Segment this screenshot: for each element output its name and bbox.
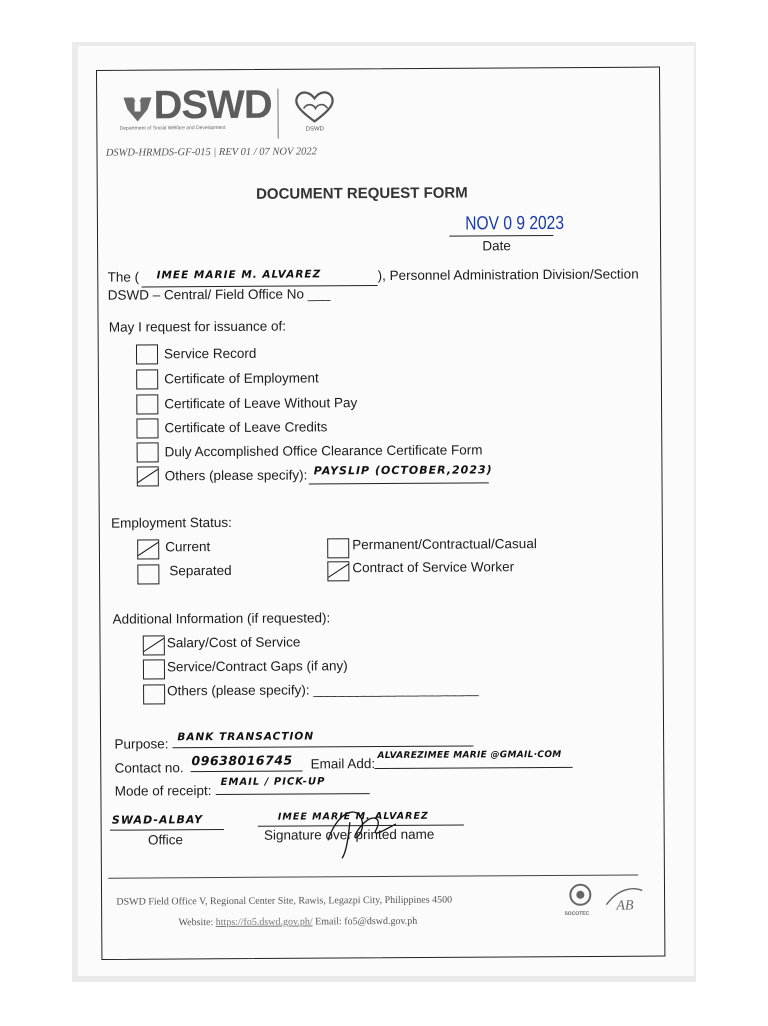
- accreditation-label: AB: [616, 898, 634, 914]
- checkbox-leave-without-pay[interactable]: [136, 394, 158, 414]
- checkbox-separated[interactable]: [137, 564, 159, 584]
- footer-website-link[interactable]: https://fo5.dswd.gov.ph/: [215, 916, 313, 929]
- addressee-suffix: ), Personnel Administration Division/Section: [377, 266, 639, 284]
- footer-email-prefix: Email:: [315, 916, 342, 928]
- checkbox-salary-cost[interactable]: [143, 635, 165, 655]
- date-stamp: NOV 0 9 2023: [465, 212, 565, 235]
- label-separated: Separated: [169, 562, 232, 579]
- mode-label: Mode of receipt:: [114, 783, 212, 799]
- label-service-record: Service Record: [163, 345, 257, 362]
- request-intro: May I request for issuance of:: [108, 318, 287, 335]
- mode-line: [216, 793, 370, 795]
- label-request-others: Others (please specify):: [164, 467, 308, 484]
- date-line: [449, 235, 553, 237]
- checkbox-request-others[interactable]: [137, 466, 159, 486]
- socotec-logo: [562, 883, 598, 929]
- dswd-logo-text: DSWD: [153, 82, 272, 128]
- footer-divider: [108, 874, 638, 878]
- email-line: [375, 767, 573, 769]
- contact-label: Contact no.: [114, 760, 184, 776]
- footer-email: fo5@dswd.gov.ph: [344, 915, 418, 928]
- email-value: ALVAREZIMEE MARIE @GMAIL·COM: [377, 749, 562, 762]
- addressee-prefix: The (: [107, 269, 140, 285]
- mode-value: EMAIL / PICK-UP: [220, 776, 326, 789]
- date-label: Date: [482, 238, 511, 254]
- footer-address: DSWD Field Office V, Regional Center Site, Rawis, Legazpi City, Philippines 4500: [116, 894, 453, 908]
- checkbox-service-gaps[interactable]: [143, 659, 165, 679]
- checkbox-office-clearance[interactable]: [137, 442, 159, 462]
- label-current: Current: [165, 539, 211, 555]
- label-permanent: Permanent/Contractual/Casual: [352, 536, 537, 553]
- purpose-label: Purpose:: [114, 736, 169, 752]
- label-leave-credits: Certificate of Leave Credits: [164, 419, 328, 436]
- signature-label: Signature over printed name: [263, 826, 435, 843]
- label-salary-cost: Salary/Cost of Service: [166, 634, 301, 651]
- certification-seal-icon: [566, 883, 594, 907]
- request-others-line: [309, 482, 489, 484]
- label-certificate-employment: Certificate of Employment: [164, 370, 319, 387]
- office-line: [110, 829, 224, 831]
- addressee-line2: DSWD – Central/ Field Office No ___: [107, 286, 331, 303]
- checkbox-current[interactable]: [137, 539, 159, 559]
- dswd-emblem-icon: [119, 93, 155, 125]
- request-others-value: PAYSLIP (OCTOBER,2023): [313, 463, 493, 478]
- checkbox-additional-others[interactable]: [143, 684, 165, 704]
- checkbox-certificate-employment[interactable]: [136, 369, 158, 389]
- office-value: SWAD-ALBAY: [111, 813, 204, 827]
- dswd-logo-subtitle: Department of Social Welfare and Development: [119, 124, 226, 132]
- employment-heading: Employment Status:: [111, 514, 232, 531]
- contact-value: 09638016745: [191, 752, 293, 769]
- addressee-name: IMEE MARIE M. ALVAREZ: [156, 268, 322, 282]
- form-code: DSWD-HRMDS-GF-015 | REV 01 / 07 NOV 2022: [105, 146, 317, 159]
- label-contract-of-service: Contract of Service Worker: [352, 559, 515, 576]
- socotec-label: SOCOTEC: [564, 910, 590, 917]
- additional-heading: Additional Information (if requested):: [112, 610, 331, 627]
- contact-line: [191, 771, 303, 773]
- checkbox-service-record[interactable]: [136, 344, 158, 364]
- partner-logo: [291, 88, 337, 133]
- label-leave-without-pay: Certificate of Leave Without Pay: [164, 395, 358, 412]
- footer-website-prefix: Website:: [178, 917, 214, 929]
- form-title: DOCUMENT REQUEST FORM: [256, 184, 468, 203]
- heart-hands-icon: [291, 88, 337, 124]
- accreditation-logo: [604, 884, 644, 928]
- label-additional-others: Others (please specify): ______________________: [167, 681, 479, 699]
- email-label: Email Add:: [310, 756, 376, 772]
- checkbox-contract-of-service[interactable]: [327, 561, 349, 581]
- office-label: Office: [147, 832, 184, 848]
- checkbox-permanent[interactable]: [327, 538, 349, 558]
- header-divider: [277, 89, 278, 139]
- partner-logo-label: DSWD: [305, 126, 325, 133]
- label-office-clearance: Duly Accomplished Office Clearance Certificate Form: [164, 442, 483, 460]
- purpose-value: BANK TRANSACTION: [177, 730, 315, 744]
- purpose-line: [172, 745, 473, 748]
- footer-contact: [178, 916, 417, 928]
- signature-name: IMEE MARIE M. ALVAREZ: [277, 810, 429, 823]
- label-service-gaps: Service/Contract Gaps (if any): [166, 658, 348, 675]
- checkbox-leave-credits[interactable]: [136, 418, 158, 438]
